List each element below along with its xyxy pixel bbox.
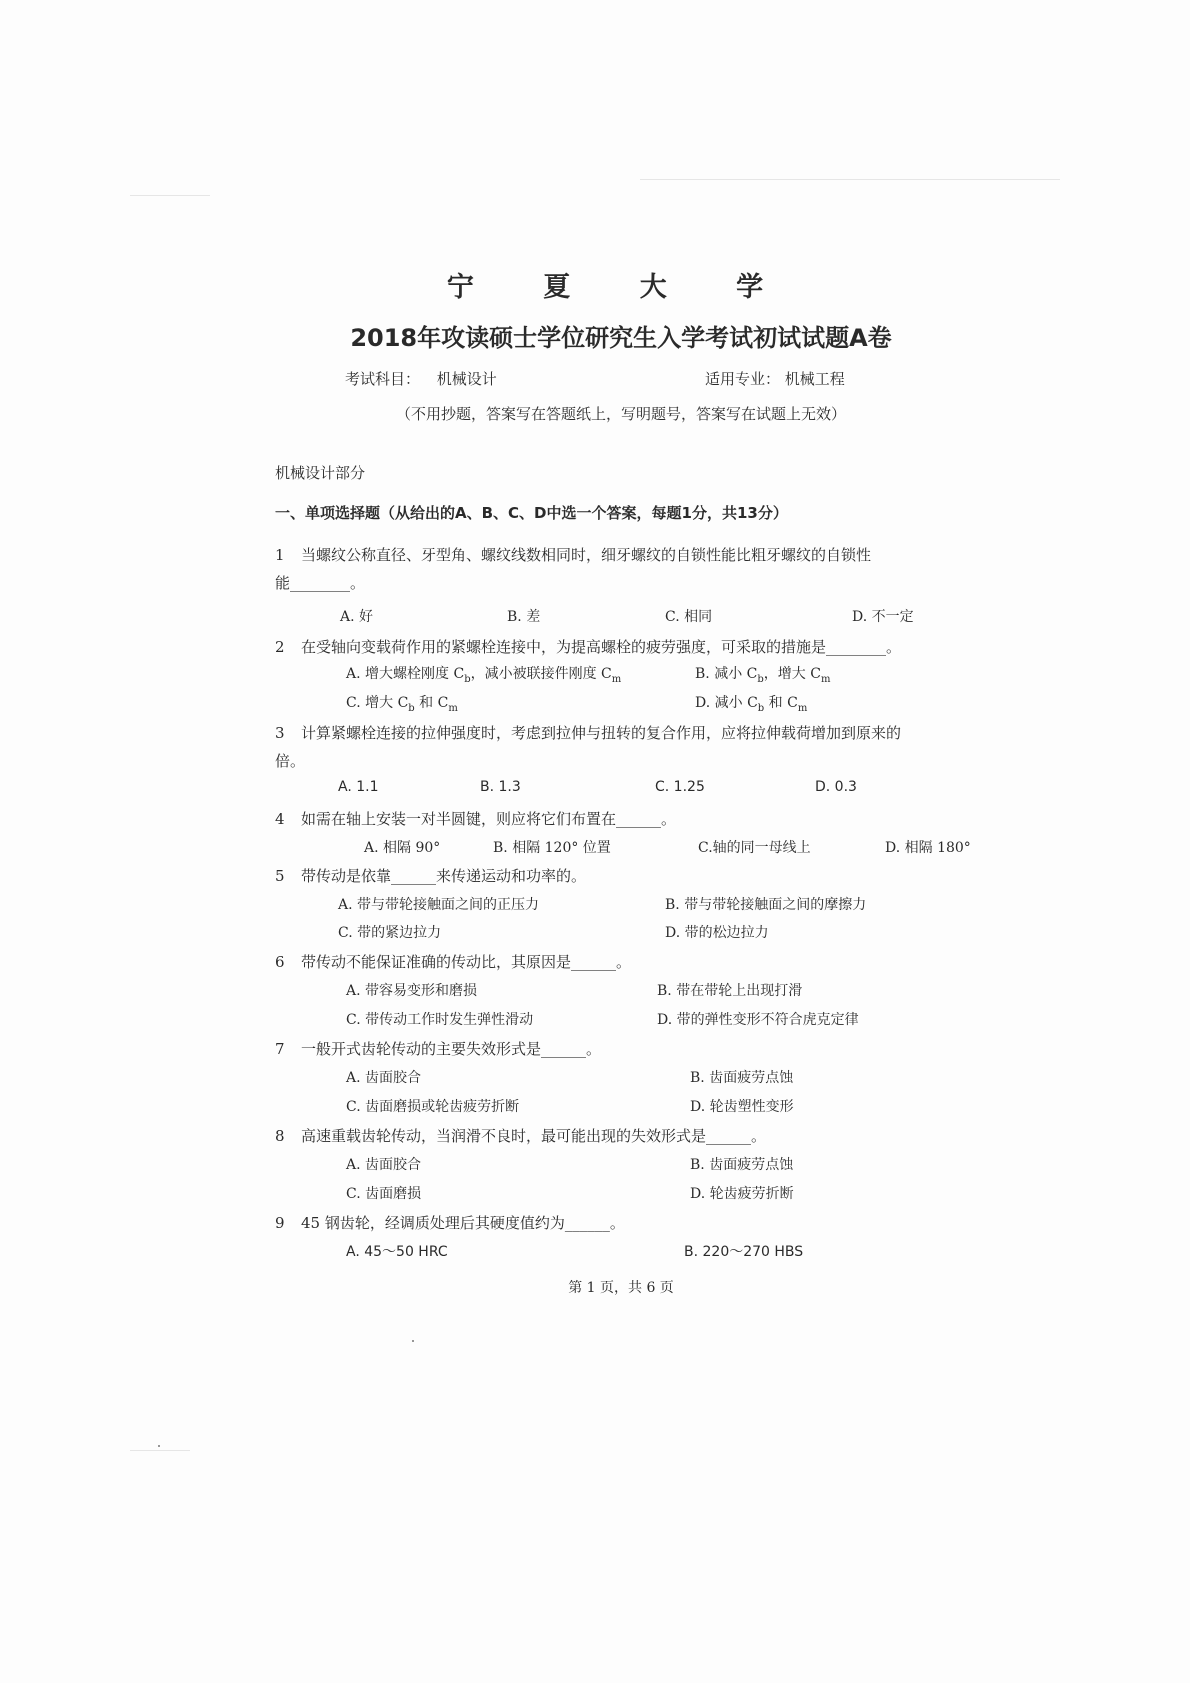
question-text: 高速重载齿轮传动，当润滑不良时，最可能出现的失效形式是______。 <box>301 1127 767 1145</box>
option-a: A. 带容易变形和磨损 <box>346 983 478 999</box>
option-d: D. 轮齿疲劳折断 <box>690 1186 794 1202</box>
option-b: B. 减小 $C_b$，增大 $C_m$ <box>695 666 831 685</box>
option-d: D. 相隔 180° <box>885 840 971 856</box>
question-5 <box>275 862 1015 890</box>
question-text: 带传动是依靠______来传递运动和功率的。 <box>301 867 587 885</box>
option-a: A. 1.1 <box>338 779 379 795</box>
option-d: D. 轮齿塑性变形 <box>690 1099 794 1115</box>
option-c: C. 带传动工作时发生弹性滑动 <box>346 1012 534 1028</box>
scan-artifact-dot <box>412 1340 414 1342</box>
scan-artifact-line <box>130 1450 190 1451</box>
subject-value: 机械设计 <box>436 370 497 388</box>
page-number: 第 1 页，共 6 页 <box>568 1280 674 1296</box>
question-text: 一般开式齿轮传动的主要失效形式是______。 <box>301 1040 602 1058</box>
option-b: B. 1.3 <box>480 779 521 795</box>
option-c: C. 带的紧边拉力 <box>338 925 442 941</box>
scan-artifact-dot <box>158 1445 160 1447</box>
option-a: A. 齿面胶合 <box>346 1157 422 1173</box>
option-a: A. 齿面胶合 <box>346 1070 422 1086</box>
subject-line <box>345 368 497 389</box>
question-8 <box>275 1122 1015 1150</box>
option-a: A. 好 <box>340 609 374 625</box>
option-a: A. 带与带轮接触面之间的正压力 <box>338 897 540 913</box>
question-1 <box>275 541 1015 597</box>
option-d: D. 减小 $C_b$ 和 $C_m$ <box>695 695 808 714</box>
question-text-cont: 倍。 <box>275 752 306 770</box>
exam-title: 2018年攻读硕士学位研究生入学考试初试试题A卷 <box>350 324 892 352</box>
section-label: 机械设计部分 <box>275 464 366 482</box>
question-6 <box>275 948 1015 976</box>
option-b: B. 带在带轮上出现打滑 <box>657 983 803 999</box>
option-d: D. 带的弹性变形不符合虎克定律 <box>657 1012 859 1028</box>
question-text: 45 钢齿轮，经调质处理后其硬度值约为______。 <box>301 1214 625 1232</box>
question-9 <box>275 1209 1015 1237</box>
major-label: 适用专业： <box>705 370 781 388</box>
option-c: C. 齿面磨损或轮齿疲劳折断 <box>346 1099 520 1115</box>
option-b: B. 差 <box>507 609 541 625</box>
question-7 <box>275 1035 1015 1063</box>
option-c: C. 1.25 <box>655 779 705 795</box>
question-4 <box>275 805 1015 833</box>
major-line <box>705 368 845 389</box>
question-text: 当螺纹公称直径、牙型角、螺纹线数相同时，细牙螺纹的自锁性能比粗牙螺纹的自锁性 <box>301 546 872 564</box>
question-number: 5 <box>275 867 285 885</box>
option-b: B. 齿面疲劳点蚀 <box>690 1070 794 1086</box>
exam-instructions: （不用抄题，答案写在答题纸上，写明题号，答案写在试题上无效） <box>395 405 846 423</box>
scan-artifact-line <box>640 179 1060 180</box>
major-value: 机械工程 <box>784 370 845 388</box>
question-text: 在受轴向变载荷作用的紧螺栓连接中，为提高螺栓的疲劳强度，可采取的措施是________。 <box>301 638 902 656</box>
question-text: 如需在轴上安装一对半圆键，则应将它们布置在______。 <box>301 810 677 828</box>
question-number: 9 <box>275 1214 285 1232</box>
option-c: C. 增大 $C_b$ 和 $C_m$ <box>346 695 458 714</box>
question-number: 4 <box>275 810 285 828</box>
option-d: D. 0.3 <box>815 779 857 795</box>
option-a: A. 相隔 90° <box>364 840 441 856</box>
option-b: B. 齿面疲劳点蚀 <box>690 1157 794 1173</box>
option-a: A. 增大螺栓刚度 $C_b$，减小被联接件刚度 $C_m$ <box>346 666 622 685</box>
question-number: 3 <box>275 724 285 742</box>
option-a: A. 45～50 HRC <box>346 1244 448 1260</box>
question-text-cont: 能________。 <box>275 574 366 592</box>
option-b: B. 220～270 HBS <box>684 1244 804 1260</box>
part-heading: 一、单项选择题（从给出的A、B、C、D中选一个答案，每题1分，共13分） <box>275 504 788 522</box>
option-c: C. 相同 <box>665 609 713 625</box>
option-c: C. 齿面磨损 <box>346 1186 422 1202</box>
option-b: B. 带与带轮接触面之间的摩擦力 <box>665 897 867 913</box>
question-2 <box>275 633 1015 661</box>
option-d: D. 不一定 <box>852 609 914 625</box>
university-title: 宁 夏 大 学 <box>446 272 794 303</box>
option-d: D. 带的松边拉力 <box>665 925 769 941</box>
question-number: 8 <box>275 1127 285 1145</box>
question-number: 7 <box>275 1040 285 1058</box>
subject-label: 考试科目： <box>345 370 421 388</box>
question-text: 带传动不能保证准确的传动比，其原因是______。 <box>301 953 632 971</box>
question-number: 6 <box>275 953 285 971</box>
option-b: B. 相隔 120° 位置 <box>493 840 611 856</box>
question-text: 计算紧螺栓连接的拉伸强度时，考虑到拉伸与扭转的复合作用，应将拉伸载荷增加到原来的 <box>301 724 902 742</box>
question-3 <box>275 719 1015 775</box>
scan-artifact-line <box>130 195 210 196</box>
question-number: 1 <box>275 546 285 564</box>
option-c: C.轴的同一母线上 <box>698 840 811 856</box>
question-number: 2 <box>275 638 285 656</box>
